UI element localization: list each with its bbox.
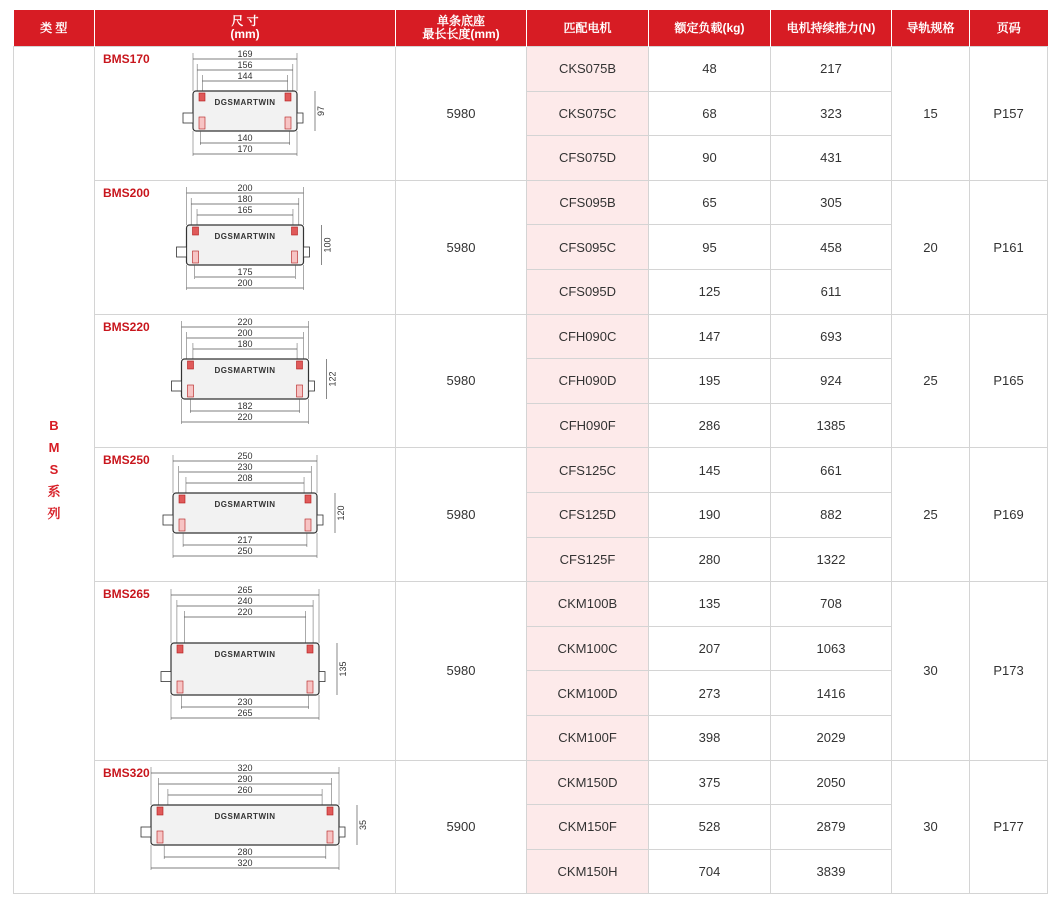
dimension-drawing: [110, 47, 380, 179]
motor-cell: CKM100B: [527, 582, 649, 627]
length-cell: 5900: [396, 760, 527, 894]
header-length-label: 单条底座: [436, 14, 485, 28]
module-body: [173, 493, 317, 533]
dimension-drawing: [110, 583, 380, 759]
dimension-label: 100: [322, 237, 333, 253]
dimension-label: 175: [237, 267, 253, 278]
rail-marker: [297, 385, 303, 397]
thrust-cell: 708: [771, 582, 892, 627]
header-size-unit: (mm): [230, 27, 260, 41]
load-cell: 48: [649, 47, 771, 92]
series-char: 列: [47, 506, 61, 522]
load-cell: 195: [649, 359, 771, 404]
thrust-cell: 693: [771, 314, 892, 359]
dimension-label: 156: [237, 60, 253, 71]
thrust-cell: 2879: [771, 805, 892, 850]
dimension-label: 220: [237, 411, 253, 422]
dimension-drawing: [110, 761, 380, 893]
table-row: [14, 448, 1048, 493]
rail-marker: [199, 117, 205, 129]
load-cell: 68: [649, 91, 771, 136]
dimension-cell: [95, 448, 396, 582]
rail-marker: [177, 681, 183, 693]
motor-cell: CFS075D: [527, 136, 649, 181]
brand-logo: DGSMARTWIN: [214, 98, 276, 108]
dimension-label: 169: [237, 49, 253, 60]
table-row: [14, 582, 1048, 627]
dimension-label: 135: [338, 661, 348, 677]
header-size: [95, 10, 396, 47]
rail-cell: 15: [892, 47, 970, 181]
dimension-cell: [95, 314, 396, 448]
table-body: [14, 47, 1048, 894]
dimension-label: 208: [237, 472, 253, 483]
load-cell: 207: [649, 626, 771, 671]
header-length-unit: 最长长度(mm): [422, 27, 500, 41]
header-type: 类 型: [14, 10, 95, 47]
dimension-cell: [95, 582, 396, 760]
module-body: [193, 91, 297, 131]
model-name: BMS200: [103, 185, 150, 200]
dimension-label: 120: [336, 505, 346, 521]
side-connector: [297, 113, 303, 123]
side-connector: [177, 247, 187, 257]
rail-cell: 25: [892, 314, 970, 448]
load-cell: 145: [649, 448, 771, 493]
thrust-cell: 2029: [771, 715, 892, 760]
thrust-cell: 305: [771, 180, 892, 225]
brand-logo: DGSMARTWIN: [214, 232, 276, 242]
motor-cell: CKM100F: [527, 715, 649, 760]
table-row: [14, 760, 1048, 805]
thrust-cell: 1416: [771, 671, 892, 716]
table-row: [14, 180, 1048, 225]
header-rail: 导轨规格: [892, 10, 970, 47]
dimension-label: 180: [237, 338, 253, 349]
motor-cell: CFH090C: [527, 314, 649, 359]
rail-cell: 30: [892, 760, 970, 894]
module-body: [187, 225, 304, 265]
thrust-cell: 1322: [771, 537, 892, 582]
header-page: 页码: [970, 10, 1048, 47]
dimension-drawing: [110, 315, 380, 447]
module-body: [151, 805, 339, 845]
dimension-label: 320: [237, 762, 253, 773]
rail-marker: [307, 681, 313, 693]
side-connector: [141, 827, 151, 837]
load-cell: 280: [649, 537, 771, 582]
model-name: BMS220: [103, 319, 150, 334]
dimension-label: 140: [237, 133, 253, 144]
rail-cell: 30: [892, 582, 970, 760]
dimension-label: 200: [237, 278, 253, 289]
motor-cell: CFS125C: [527, 448, 649, 493]
dimension-label: 182: [237, 400, 253, 411]
rail-cell: 20: [892, 180, 970, 314]
rail-marker: [199, 93, 205, 101]
thrust-cell: 217: [771, 47, 892, 92]
side-connector: [172, 381, 182, 391]
side-connector: [304, 247, 310, 257]
dimension-drawing: [110, 181, 380, 313]
rail-marker: [307, 645, 313, 653]
rail-marker: [188, 385, 194, 397]
rail-marker: [305, 495, 311, 503]
rail-marker: [297, 361, 303, 369]
load-cell: 704: [649, 849, 771, 894]
load-cell: 398: [649, 715, 771, 760]
thrust-cell: 611: [771, 269, 892, 314]
load-cell: 528: [649, 805, 771, 850]
rail-marker: [327, 831, 333, 843]
dimension-label: 217: [237, 534, 253, 545]
dimension-cell: [95, 180, 396, 314]
header-motor: 匹配电机: [527, 10, 649, 47]
rail-marker: [157, 807, 163, 815]
motor-cell: CKS075B: [527, 47, 649, 92]
rail-marker: [285, 93, 291, 101]
dimension-label: 230: [237, 696, 253, 707]
load-cell: 65: [649, 180, 771, 225]
dimension-label: 320: [237, 857, 253, 868]
brand-logo: DGSMARTWIN: [214, 499, 276, 509]
length-cell: 5980: [396, 180, 527, 314]
load-cell: 95: [649, 225, 771, 270]
page-cell: P157: [970, 47, 1048, 181]
load-cell: 147: [649, 314, 771, 359]
motor-cell: CFS095D: [527, 269, 649, 314]
motor-cell: CKM150D: [527, 760, 649, 805]
motor-cell: CFS125D: [527, 492, 649, 537]
side-connector: [183, 113, 193, 123]
dimension-drawing: [110, 449, 380, 581]
side-connector: [319, 671, 325, 681]
dimension-label: 280: [237, 846, 253, 857]
thrust-cell: 882: [771, 492, 892, 537]
dimension-label: 250: [237, 450, 253, 461]
rail-marker: [305, 519, 311, 531]
model-name: BMS250: [103, 453, 150, 468]
dimension-label: 165: [237, 205, 253, 216]
length-cell: 5980: [396, 582, 527, 760]
dimension-cell: [95, 760, 396, 894]
rail-marker: [179, 495, 185, 503]
dimension-label: 230: [237, 461, 253, 472]
header-row: [14, 10, 1048, 47]
motor-cell: CFH090D: [527, 359, 649, 404]
length-cell: 5980: [396, 47, 527, 181]
dimension-cell: [95, 47, 396, 181]
brand-logo: DGSMARTWIN: [214, 811, 276, 821]
thrust-cell: 458: [771, 225, 892, 270]
dimension-label: 144: [237, 71, 253, 82]
model-name: BMS170: [103, 52, 150, 66]
side-connector: [309, 381, 315, 391]
load-cell: 286: [649, 403, 771, 448]
motor-cell: CKM100D: [527, 671, 649, 716]
dimension-label: 265: [237, 584, 253, 595]
rail-marker: [157, 831, 163, 843]
rail-marker: [193, 227, 199, 235]
dimension-label: 220: [237, 316, 253, 327]
motor-cell: CFH090F: [527, 403, 649, 448]
page-cell: P165: [970, 314, 1048, 448]
length-cell: 5980: [396, 314, 527, 448]
series-cell: [14, 47, 95, 894]
page-cell: P173: [970, 582, 1048, 760]
dimension-label: 260: [237, 784, 253, 795]
rail-cell: 25: [892, 448, 970, 582]
dimension-label: 220: [237, 606, 253, 617]
side-connector: [339, 827, 345, 837]
motor-cell: CFS125F: [527, 537, 649, 582]
thrust-cell: 1063: [771, 626, 892, 671]
load-cell: 90: [649, 136, 771, 181]
dimension-label: 200: [237, 327, 253, 338]
page-cell: P161: [970, 180, 1048, 314]
load-cell: 125: [649, 269, 771, 314]
header-thrust: 电机持续推力(N): [771, 10, 892, 47]
header-load: 额定负载(kg): [649, 10, 771, 47]
motor-cell: CFS095B: [527, 180, 649, 225]
side-connector: [317, 515, 323, 525]
header-length: [396, 10, 527, 47]
rail-marker: [292, 251, 298, 263]
page-cell: P169: [970, 448, 1048, 582]
load-cell: 190: [649, 492, 771, 537]
rail-marker: [179, 519, 185, 531]
dimension-label: 122: [327, 371, 338, 387]
side-connector: [161, 671, 171, 681]
thrust-cell: 323: [771, 91, 892, 136]
header-size-label: 尺 寸: [231, 14, 259, 28]
dimension-label: 250: [237, 545, 253, 556]
thrust-cell: 431: [771, 136, 892, 181]
dimension-label: 290: [237, 773, 253, 784]
spec-table: [13, 10, 1048, 894]
table-row: [14, 314, 1048, 359]
motor-cell: CKM150H: [527, 849, 649, 894]
dimension-label: 265: [237, 707, 253, 718]
motor-cell: CKM100C: [527, 626, 649, 671]
thrust-cell: 3839: [771, 849, 892, 894]
series-char: S: [49, 462, 59, 478]
dimension-label: 200: [237, 183, 253, 194]
page-cell: P177: [970, 760, 1048, 894]
load-cell: 273: [649, 671, 771, 716]
series-char: M: [48, 440, 60, 456]
series-char: 系: [47, 484, 61, 500]
dimension-label: 240: [237, 595, 253, 606]
dimension-label: 170: [237, 144, 253, 155]
rail-marker: [177, 645, 183, 653]
rail-marker: [327, 807, 333, 815]
brand-logo: DGSMARTWIN: [214, 649, 276, 659]
series-char: B: [49, 418, 59, 434]
rail-marker: [285, 117, 291, 129]
rail-marker: [188, 361, 194, 369]
model-name: BMS265: [103, 587, 150, 602]
rail-marker: [193, 251, 199, 263]
load-cell: 375: [649, 760, 771, 805]
module-body: [182, 359, 309, 399]
dimension-label: 97: [316, 106, 326, 117]
side-connector: [163, 515, 173, 525]
thrust-cell: 2050: [771, 760, 892, 805]
motor-cell: CKM150F: [527, 805, 649, 850]
model-name: BMS320: [103, 765, 150, 780]
length-cell: 5980: [396, 448, 527, 582]
dimension-label: 180: [237, 194, 253, 205]
table-row: [14, 47, 1048, 92]
thrust-cell: 924: [771, 359, 892, 404]
load-cell: 135: [649, 582, 771, 627]
rail-marker: [292, 227, 298, 235]
dimension-label: 35: [358, 819, 368, 830]
brand-logo: DGSMARTWIN: [214, 365, 276, 375]
thrust-cell: 661: [771, 448, 892, 493]
motor-cell: CFS095C: [527, 225, 649, 270]
thrust-cell: 1385: [771, 403, 892, 448]
motor-cell: CKS075C: [527, 91, 649, 136]
